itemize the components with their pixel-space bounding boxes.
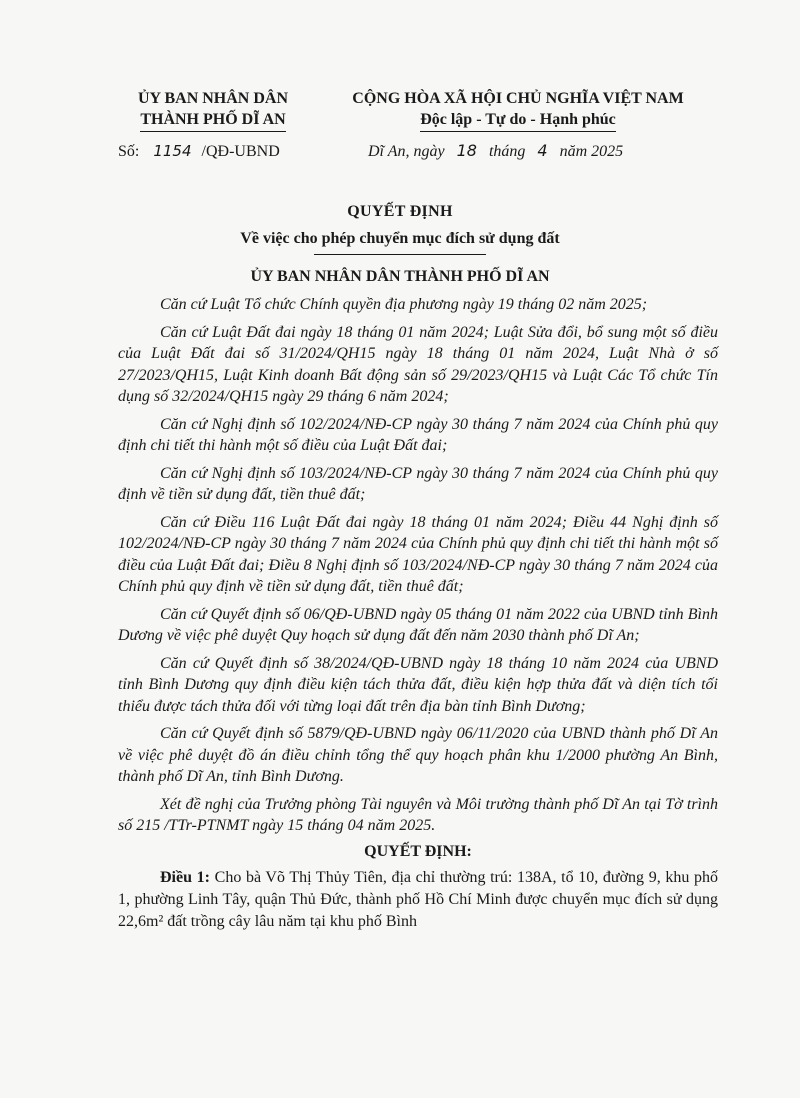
national-motto: Độc lập - Tự do - Hạnh phúc — [420, 109, 616, 132]
place-and-date — [368, 141, 623, 161]
agency-line-1: ỦY BAN NHÂN DÂN — [137, 90, 289, 107]
subject-text: Về việc cho phép chuyển mục đích sử dụng đất — [240, 230, 560, 247]
subject-underline — [314, 254, 486, 255]
decision-subject — [0, 230, 800, 248]
month-label: tháng — [488, 143, 526, 160]
national-header — [318, 88, 718, 132]
doc-no-handwritten: 1154 — [153, 142, 192, 160]
legal-basis-8: Căn cứ Quyết định số 5879/QĐ-UBND ngày 06/11/2020 của UBND thành phố Dĩ An về việc phê duyệt đồ án điều chỉnh tổng thể quy hoạch phân khu 1/2000 phường An Bình, thành phố Dĩ An, tỉnh Bình Dương. — [118, 725, 718, 785]
doc-no-prefix: Số: — [118, 143, 140, 160]
document-number — [118, 142, 280, 161]
proposal-paragraph: Xét đề nghị của Trưởng phòng Tài nguyên và Môi trường thành phố Dĩ An tại Tờ trình số 215 /TTr-PTNMT ngày 15 tháng 04 năm 2025. — [118, 795, 718, 834]
legal-basis-5: Căn cứ Điều 116 Luật Đất đai ngày 18 tháng 01 năm 2024; Điều 44 Nghị định số 102/2024/NĐ-CP ngày 30 tháng 7 năm 2024 của Chính phủ quy định chi tiết thi hành một số điều của Luật Đất đai; Điều 8 Nghị định số 103/2024/NĐ-CP ngày 30 tháng 7 năm 2024 của Chính phủ quy định về tiền sử dụng đất, tiền thuê đất; — [118, 513, 718, 595]
nation-title: CỘNG HÒA XÃ HỘI CHỦ NGHĨA VIỆT NAM — [352, 90, 684, 107]
doc-no-suffix: /QĐ-UBND — [201, 143, 280, 160]
legal-basis-7: Căn cứ Quyết định số 38/2024/QĐ-UBND ngày 18 tháng 10 năm 2024 của UBND tỉnh Bình Dương quy định điều kiện tách thửa đất, điều kiện hợp thửa đất và diện tích tối thiểu được tách thửa đối với từng loại đất trên địa bàn tỉnh Bình Dương; — [118, 654, 718, 715]
year-text: năm 2025 — [559, 143, 624, 160]
legal-basis-4: Căn cứ Nghị định số 103/2024/NĐ-CP ngày 30 tháng 7 năm 2024 của Chính phủ quy định về tiền sử dụng đất, tiền thuê đất; — [118, 464, 718, 503]
place-date-prefix: Dĩ An, ngày — [368, 143, 445, 160]
decision-title: QUYẾT ĐỊNH — [347, 203, 453, 220]
day-handwritten: 18 — [456, 141, 477, 160]
article-1 — [118, 867, 718, 933]
article-1-text: Cho bà Võ Thị Thủy Tiên, địa chỉ thường trú: 138A, tổ 10, đường 9, khu phố 1, phường Linh Tây, quận Thủ Đức, thành phố Hồ Chí Minh được chuyển mục đích sử dụng 22,6m² đất trồng cây lâu năm tại khu phố Bình — [118, 868, 719, 930]
legal-basis-2: Căn cứ Luật Đất đai ngày 18 tháng 01 năm 2024; Luật Sửa đổi, bổ sung một số điều của Luật Đất đai số 31/2024/QH15 ngày 18 tháng 01 năm 2024, Luật Nhà ở số 27/2023/QH15, Luật Kinh doanh Bất động sản số 29/2023/QH15 và Luật Các Tổ chức Tín dụng số 32/2024/QH15 ngày 29 tháng 6 năm 2024; — [118, 323, 718, 405]
article-1-label: Điều 1: — [160, 868, 210, 886]
legal-basis-1: Căn cứ Luật Tổ chức Chính quyền địa phương ngày 19 tháng 02 năm 2025; — [160, 296, 648, 313]
issuing-agency — [118, 88, 308, 132]
legal-basis-3: Căn cứ Nghị định số 102/2024/NĐ-CP ngày 30 tháng 7 năm 2024 của Chính phủ quy định chi tiết thi hành một số điều của Luật Đất đai; — [118, 415, 718, 454]
legal-basis-6: Căn cứ Quyết định số 06/QĐ-UBND ngày 05 tháng 01 năm 2022 của UBND tỉnh Bình Dương về việc phê duyệt Quy hoạch sử dụng đất đến năm 2030 thành phố Dĩ An; — [118, 605, 718, 644]
document-body — [118, 294, 718, 933]
issuer-title: ỦY BAN NHÂN DÂN THÀNH PHỐ DĨ AN — [250, 268, 550, 285]
agency-line-2: THÀNH PHỐ DĨ AN — [140, 109, 285, 132]
month-handwritten: 4 — [537, 141, 548, 160]
decision-heading: QUYẾT ĐỊNH: — [364, 842, 472, 860]
